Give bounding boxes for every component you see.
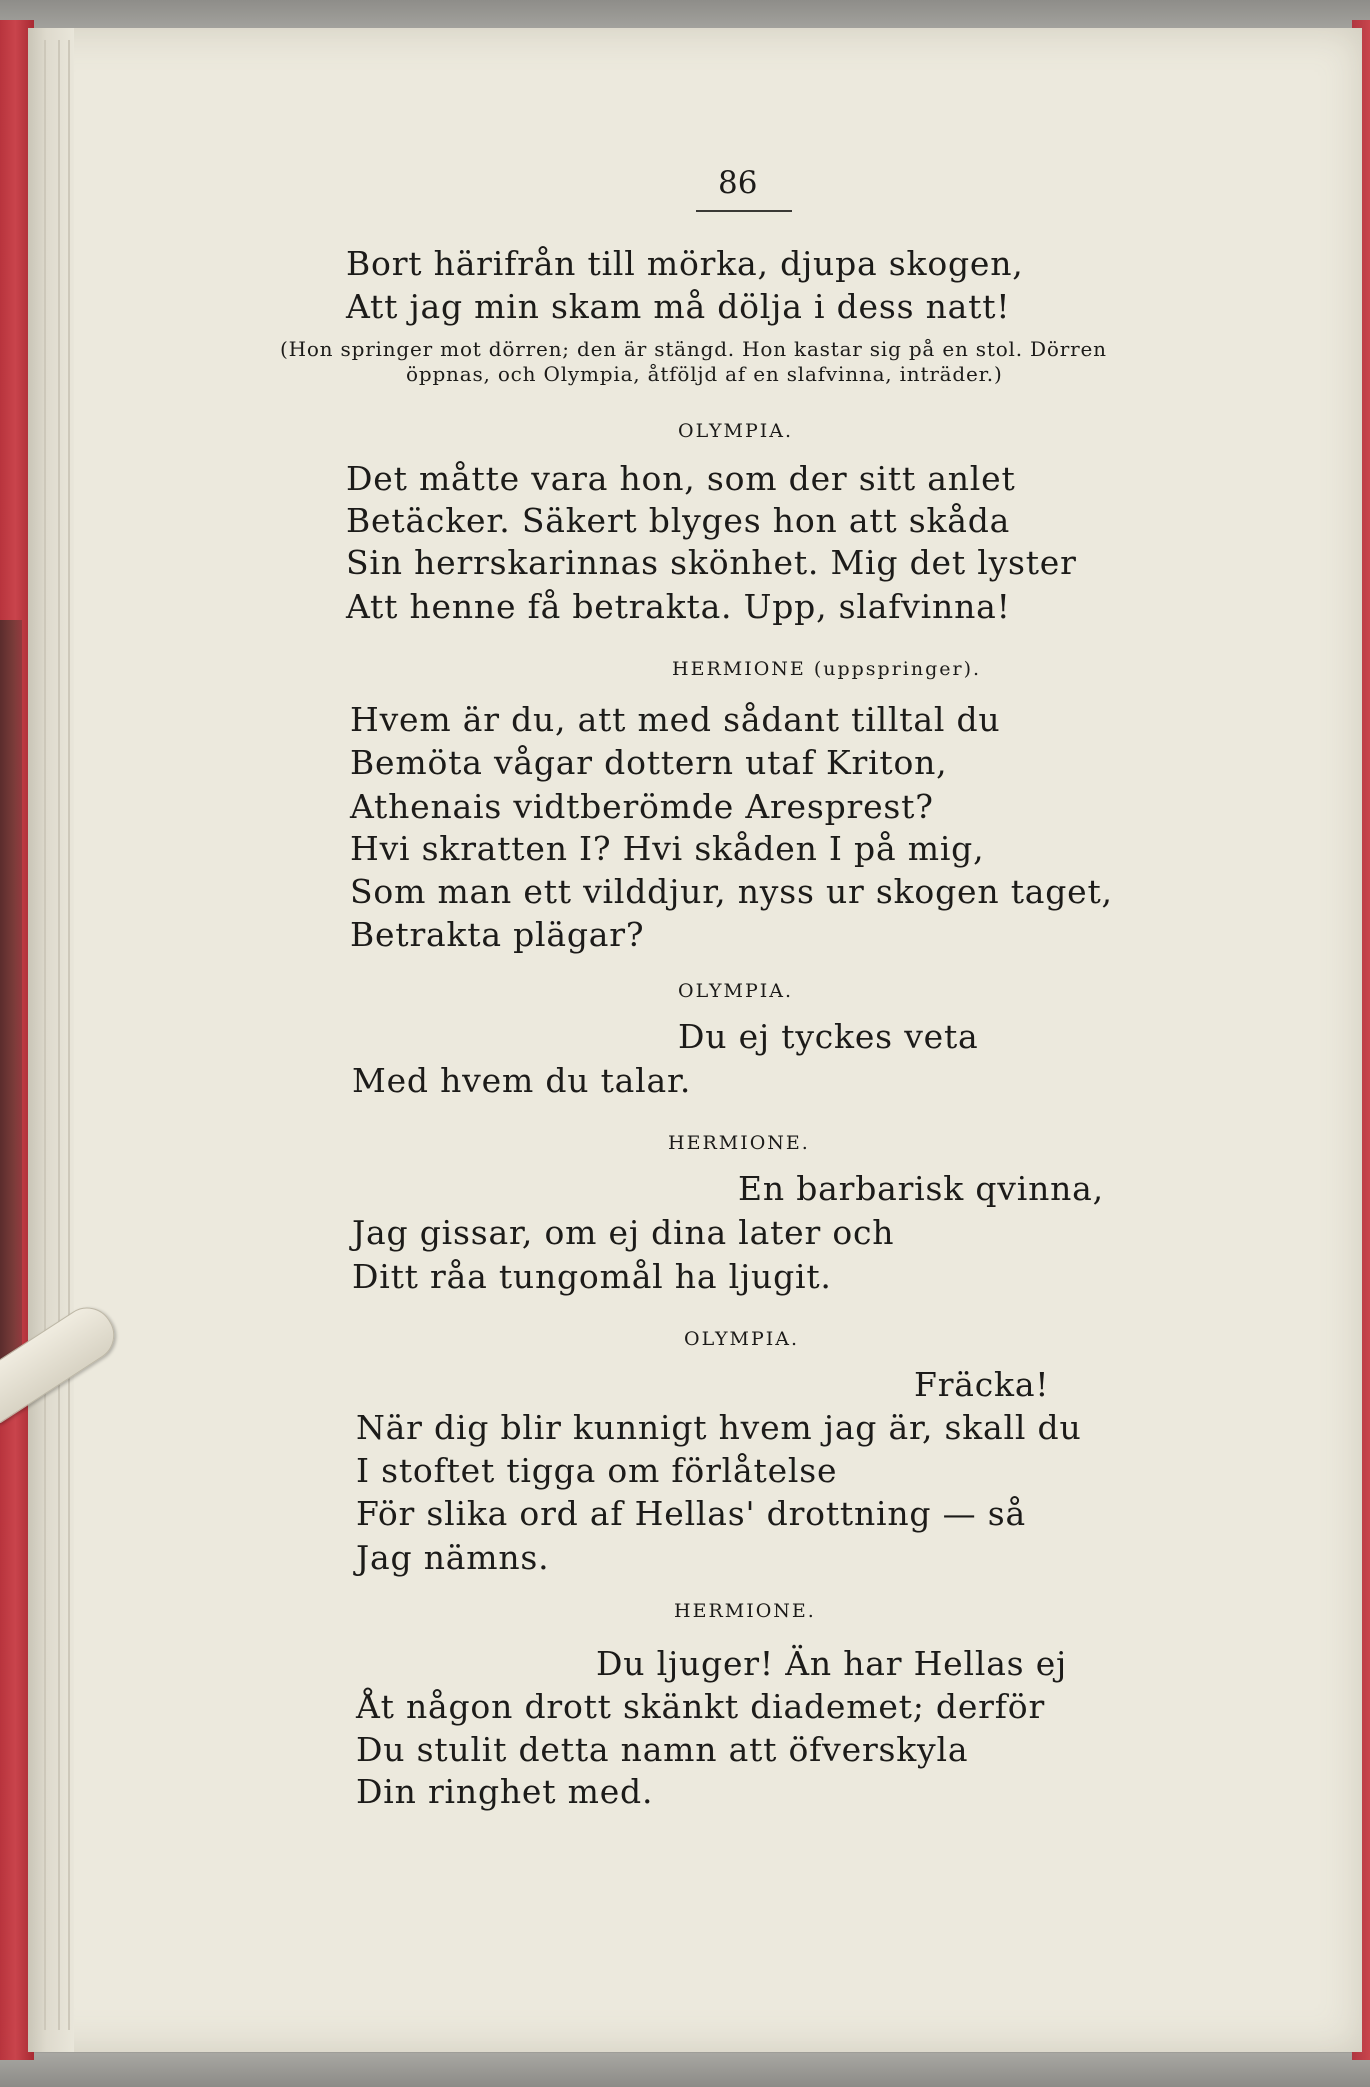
verse-line: Att jag min skam må dölja i dess natt! <box>346 287 1011 326</box>
verse-line: Du stulit detta namn att öfverskyla <box>356 1730 969 1769</box>
verse-line: Med hvem du talar. <box>352 1061 692 1100</box>
verse-line: Betrakta plägar? <box>350 915 645 954</box>
verse-line: Jag gissar, om ej dina later och <box>352 1213 895 1252</box>
verse-line: Bemöta vågar dottern utaf Kriton, <box>350 743 948 782</box>
scan-background-bottom <box>0 2053 1370 2087</box>
verse-line: Sin herrskarinnas skönhet. Mig det lyster <box>346 543 1077 582</box>
verse-line: Du ej tyckes veta <box>678 1017 979 1056</box>
gutter-line <box>68 40 70 2030</box>
verse-line: Athenais vidtberömde Aresprest? <box>350 787 934 826</box>
verse-line: Att henne få betrakta. Upp, slafvinna! <box>346 587 1011 626</box>
stage-direction: (Hon springer mot dörren; den är stängd. Hon kastar sig på en stol. Dörren <box>280 337 1107 361</box>
speaker-name: OLYMPIA. <box>684 1328 800 1350</box>
verse-line: När dig blir kunnigt hvem jag är, skall du <box>356 1408 1082 1447</box>
page-number: 86 <box>718 165 758 201</box>
verse-line: För slika ord af Hellas' drottning — så <box>356 1494 1026 1533</box>
verse-line: Åt någon drott skänkt diademet; derför <box>356 1687 1046 1726</box>
book-spine-edge <box>0 620 22 1380</box>
verse-line: En barbarisk qvinna, <box>738 1169 1104 1208</box>
gutter-line <box>44 40 46 2030</box>
speaker-name: OLYMPIA. <box>678 420 794 442</box>
speaker-name: OLYMPIA. <box>678 980 794 1002</box>
verse-line: Jag nämns. <box>356 1538 550 1577</box>
verse-line: Du ljuger! Än har Hellas ej <box>596 1644 1068 1683</box>
verse-line: Bort härifrån till mörka, djupa skogen, <box>346 244 1024 283</box>
verse-line: Hvem är du, att med sådant tilltal du <box>350 700 1001 739</box>
page-number-rule <box>696 210 792 212</box>
verse-line: Hvi skratten I? Hvi skåden I på mig, <box>350 829 985 868</box>
verse-line: I stoftet tigga om förlåtelse <box>356 1451 838 1490</box>
speaker-name: HERMIONE. <box>674 1600 816 1622</box>
verse-line: Det måtte vara hon, som der sitt anlet <box>346 459 1016 498</box>
verse-line: Din ringhet med. <box>356 1772 654 1811</box>
verse-line: Fräcka! <box>914 1365 1050 1404</box>
stage-direction: öppnas, och Olympia, åtföljd af en slafvinna, inträder.) <box>406 362 1003 386</box>
speaker-name: HERMIONE (uppspringer). <box>672 658 982 680</box>
verse-line: Ditt råa tungomål ha ljugit. <box>352 1257 832 1296</box>
gutter-line <box>58 40 60 2030</box>
verse-line: Betäcker. Säkert blyges hon att skåda <box>346 501 1011 540</box>
verse-line: Som man ett vilddjur, nyss ur skogen taget, <box>350 872 1113 911</box>
speaker-name: HERMIONE. <box>668 1132 810 1154</box>
